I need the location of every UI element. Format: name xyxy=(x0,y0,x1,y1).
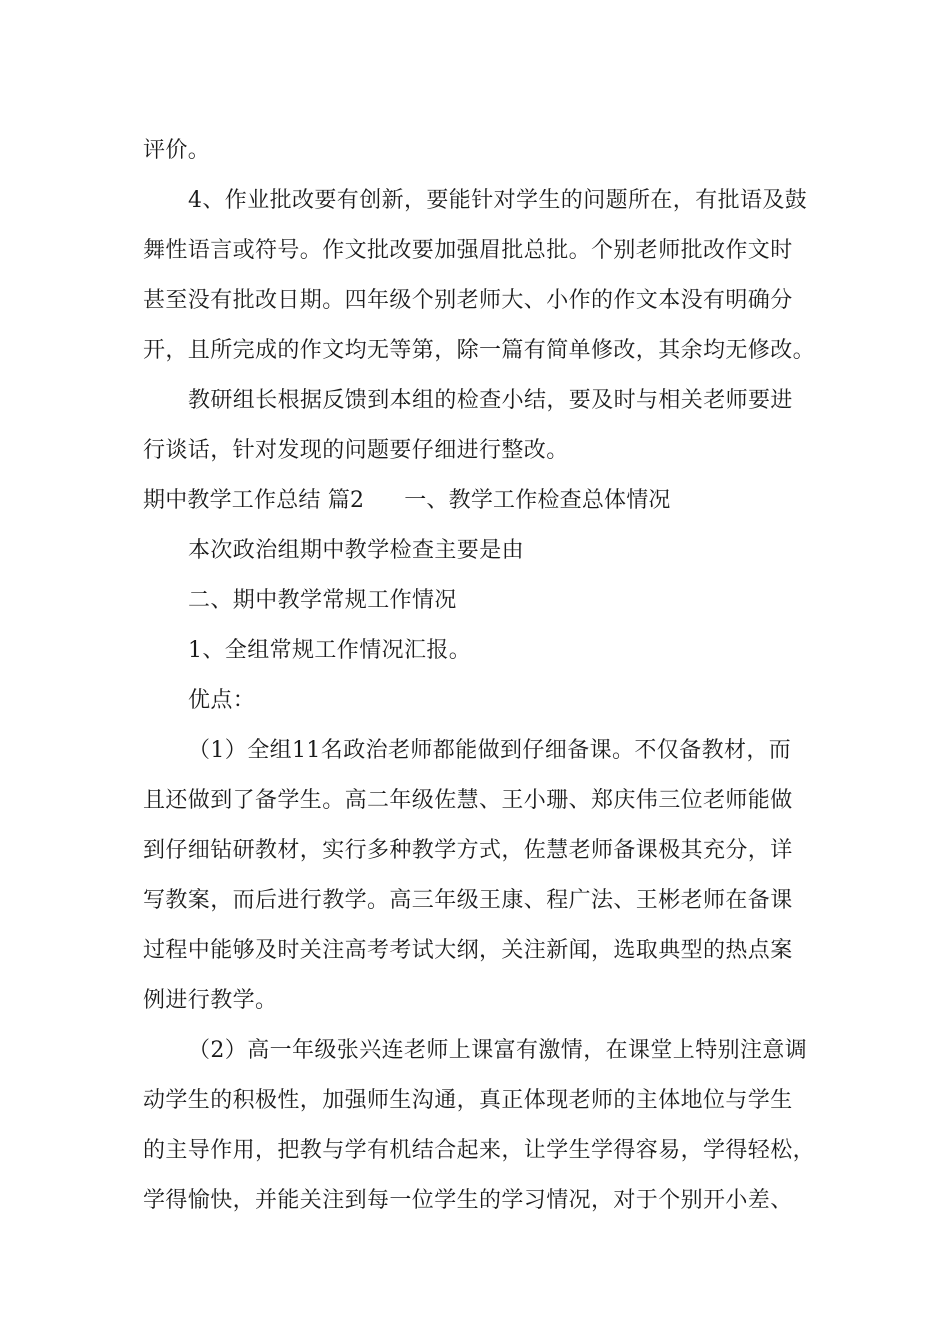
section-heading xyxy=(143,486,833,516)
paragraph-line: 行谈话，针对发现的问题要仔细进行整改。 xyxy=(143,438,569,463)
paragraph-line: （1）全组11名政治老师都能做到仔细备课。不仅备教材，而 xyxy=(188,738,792,763)
paragraph-line: 教研组长根据反馈到本组的检查小结，要及时与相关老师要进 xyxy=(188,388,793,413)
subheading: 1、全组常规工作情况汇报。 xyxy=(188,638,472,663)
paragraph-line: 学得愉快，并能关注到每一位学生的学习情况，对于个别开小差、 xyxy=(143,1188,793,1213)
paragraph-line: 4、作业批改要有创新，要能针对学生的问题所在，有批语及鼓 xyxy=(188,188,808,213)
paragraph-line: 开，且所完成的作文均无等第，除一篇有简单修改，其余均无修改。 xyxy=(143,338,816,363)
paragraph-line: 甚至没有批改日期。四年级个别老师大、小作的作文本没有明确分 xyxy=(143,288,793,313)
paragraph-line: 到仔细钻研教材，实行多种教学方式，佐慧老师备课极其充分，详 xyxy=(143,838,793,863)
paragraph-line: （2）高一年级张兴连老师上课富有激情，在课堂上特别注意调 xyxy=(188,1038,808,1063)
heading-number: 篇2 xyxy=(327,488,365,513)
paragraph-line: 的主导作用，把教与学有机结合起来，让学生学得容易，学得轻松， xyxy=(143,1138,816,1163)
paragraph-line: 本次政治组期中教学检查主要是由 xyxy=(188,538,525,563)
paragraph-line: 例进行教学。 xyxy=(143,988,278,1013)
heading-title: 期中教学工作总结 xyxy=(143,488,321,513)
subheading: 二、期中教学常规工作情况 xyxy=(188,588,457,613)
paragraph-line: 过程中能够及时关注高考考试大纲，关注新闻，选取典型的热点案 xyxy=(143,938,793,963)
paragraph-line: 写教案，而后进行教学。高三年级王康、程广法、王彬老师在备课 xyxy=(143,888,793,913)
paragraph-line: 评价。 xyxy=(143,138,211,163)
heading-section: 一、教学工作检查总体情况 xyxy=(404,488,671,513)
subheading: 优点： xyxy=(188,688,256,713)
paragraph-line: 且还做到了备学生。高二年级佐慧、王小珊、郑庆伟三位老师能做 xyxy=(143,788,793,813)
paragraph-line: 舞性语言或符号。作文批改要加强眉批总批。个别老师批改作文时 xyxy=(143,238,793,263)
paragraph-line: 动学生的积极性，加强师生沟通，真正体现老师的主体地位与学生 xyxy=(143,1088,793,1113)
